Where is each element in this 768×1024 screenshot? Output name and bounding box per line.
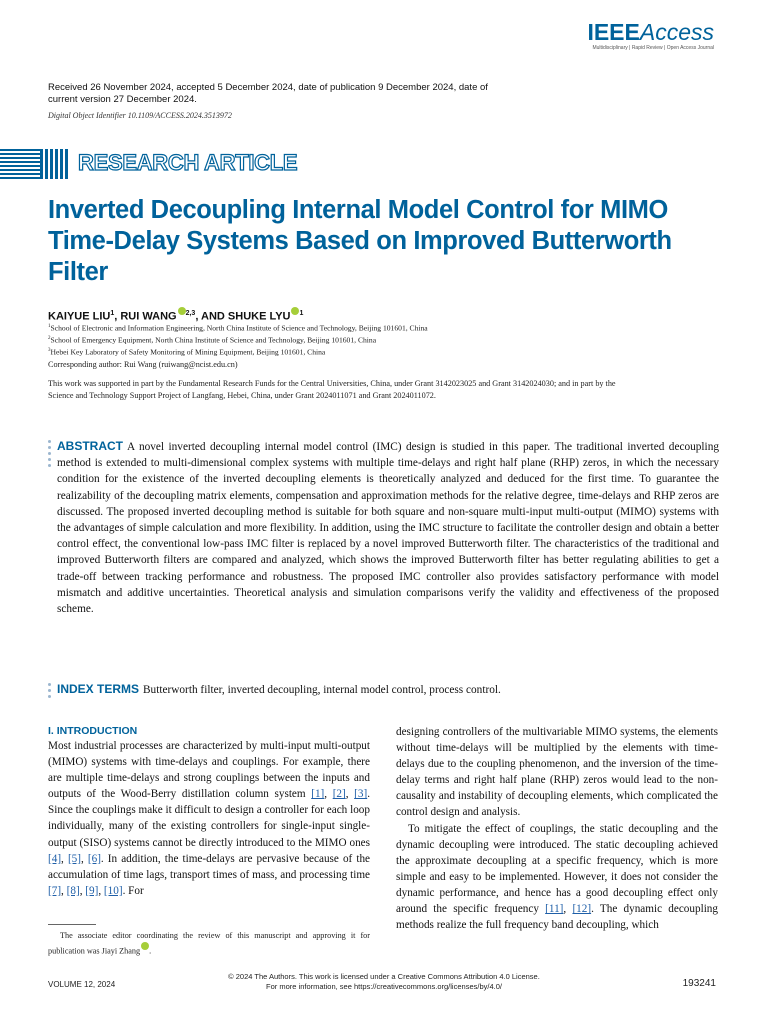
citation-link[interactable]: [3]: [354, 788, 368, 801]
abstract: [57, 438, 719, 617]
page-number: 193241: [682, 978, 716, 989]
footnote-rule: [48, 924, 96, 925]
article-type: RESEARCH ARTICLE: [78, 150, 298, 175]
abstract-text: A novel inverted decoupling internal model control (IMC) design is studied in this paper. The traditional inverted decoupling method is extended to multi-dimensional complex systems with multiple time-delays and right half plane (RHP) zeros, in which the necessary condition for the existence of the inverted decoupling elements is theoretically analyzed and deduced for the first time. To guarantee the realizability of the decoupling matrix elements, compensation and approximation methods for the relative degree, time-delays and RHP zeros are discussed. The proposed inverted decoupling method is suitable for both square and non-square multi-input multi-output (MIMO) systems with the advantages of simple calculation and more flexibility. In addition, using the IMC structure to facilitate the controller design and obtain a better control effect, the conventional low-pass IMC filter is replaced by a novel improved Butterworth filter. The characteristics of the traditional and improved Butterworth filters are compared and analyzed, which shows the improved Butterworth filter has better regulating abilities to get a trade-off between tracking performance and robustness. The proposed IMC controller also provides satisfactory performance with model mismatch and additive uncertainties. Theoretical analysis and simulation comparisons verify the validity and effectiveness of the proposed scheme.: [57, 441, 719, 616]
citation-link[interactable]: [7]: [48, 884, 62, 897]
footnote: The associate editor coordinating the review of this manuscript and approving it for publication was Jiayi Zhang .: [48, 931, 370, 956]
license-notice: [0, 972, 768, 992]
citation-link[interactable]: [2]: [332, 788, 346, 801]
banner-stripes-decoration: [0, 149, 44, 179]
article-type-banner: [0, 147, 300, 181]
corresponding-author: Corresponding author: Rui Wang (ruiwang@ncist.edu.cn): [48, 360, 238, 369]
volume-info: VOLUME 12, 2024: [48, 980, 116, 989]
abstract-label: ABSTRACT: [57, 439, 123, 453]
received-dates: Received 26 November 2024, accepted 5 December 2024, date of publication 9 December 2024, date of current version 27 December 2024.: [48, 82, 488, 105]
doi: Digital Object Identifier 10.1109/ACCESS.2024.3513972: [48, 111, 232, 120]
section-heading: I. INTRODUCTION: [48, 725, 138, 737]
logo-tagline: Multidisciplinary | Rapid Review | Open Access Journal: [592, 45, 714, 51]
affiliation: $^1$School of Electronic and Information Engineering, North China Institute of Science and Technology, Beijing 101601, China: [48, 323, 428, 333]
citation-link[interactable]: [11]: [545, 903, 564, 916]
citation-link[interactable]: [4]: [48, 852, 62, 865]
paper-title: Inverted Decoupling Internal Model Control for MIMO Time-Delay Systems Based on Improved Butterworth Filter: [48, 196, 672, 286]
orcid-icon[interactable]: [178, 307, 186, 315]
citation-link[interactable]: [1]: [311, 788, 325, 801]
column-left: [48, 724, 370, 899]
index-terms-dots-decoration: [48, 683, 51, 701]
citation-link[interactable]: [10]: [103, 884, 123, 897]
banner-bars-decoration: [40, 149, 70, 179]
citation-link[interactable]: [9]: [85, 884, 99, 897]
logo-name: Access: [639, 19, 714, 45]
index-terms-label: INDEX TERMS: [57, 682, 140, 696]
author-1: KAIYUE LIU: [48, 310, 111, 323]
citation-link[interactable]: [6]: [87, 852, 101, 865]
paragraph: designing controllers of the multivariable MIMO systems, the elements without time-delays will be multiplied by the elements with time-delays due to the coupling phenomenon, and the inversion of the time-delay terms and right half plane (RHP) zeros would lead to the non-causality and instability of decoupling elements, which complicated the control design and analysis.: [396, 726, 718, 819]
citation-link[interactable]: [8]: [66, 884, 80, 897]
index-terms: [57, 681, 719, 698]
column-right: [396, 724, 718, 933]
affiliation: $^2$School of Emergency Equipment, North China Institute of Science and Technology, Beijing 101601, China: [48, 335, 377, 345]
logo-brand: IEEE: [587, 19, 640, 45]
paragraph: To mitigate the effect of couplings, the static decoupling and the dynamic decoupling were introduced. The static decoupling achieved the approximate decoupling at a specific frequency, which is more simple and easy to be implemented. However, it does not consider the dynamic performance, and hence has a good decoupling effect only around the specific frequency [11], [12]. The dynamic decoupling methods realize the full frequency band decoupling, which: [396, 822, 718, 932]
affiliations: [48, 322, 428, 358]
authors: KAIYUE LIU$^1$, RUI WANG $^{2,3}$, AND SHUKE LYU $^1$: [48, 307, 303, 323]
paragraph: Most industrial processes are characterized by multi-input multi-output (MIMO) systems with time-delays and couplings. For example, there are multiple time-delays and strong couplings between the inputs and outputs of the Wood-Berry distillation column system [1], [2], [3]. Since the couplings make it difficult to design a controller for each loop individually, many of the existing controllers for single-input single-output (SISO) systems cannot be directly introduced to the MIMO ones [4], [5], [6]. In addition, the time-delays are pervasive because of the accumulation of time lags, transport times of mass, and processing time [7], [8], [9], [10]. For: [48, 740, 371, 897]
abstract-dots-decoration: [48, 440, 51, 470]
citation-link[interactable]: [12]: [572, 903, 592, 916]
ieee-access-logo: [587, 20, 714, 51]
author-2: , RUI WANG: [114, 310, 177, 323]
affiliation: $^3$Hebei Key Laboratory of Safety Monitoring of Mining Equipment, Beijing 101601, China: [48, 347, 326, 357]
license-line: © 2024 The Authors. This work is licensed under a Creative Commons Attribution 4.0 License.: [228, 972, 540, 981]
license-link[interactable]: For more information, see https://creativecommons.org/licenses/by/4.0/: [266, 982, 502, 991]
author-3: , AND SHUKE LYU: [195, 310, 291, 323]
funding-statement: This work was supported in part by the Fundamental Research Funds for the Central Universities, China, under Grant 3142023025 and Grant 3142024030; and in part by the Science and Technology Support Project of Langfang, Hebei, China, under Grant 2024011071 and Grant 2024011072.: [48, 379, 616, 400]
citation-link[interactable]: [5]: [67, 852, 81, 865]
orcid-icon[interactable]: [141, 942, 149, 950]
index-terms-text: Butterworth filter, inverted decoupling, internal model control, process control.: [143, 684, 501, 696]
